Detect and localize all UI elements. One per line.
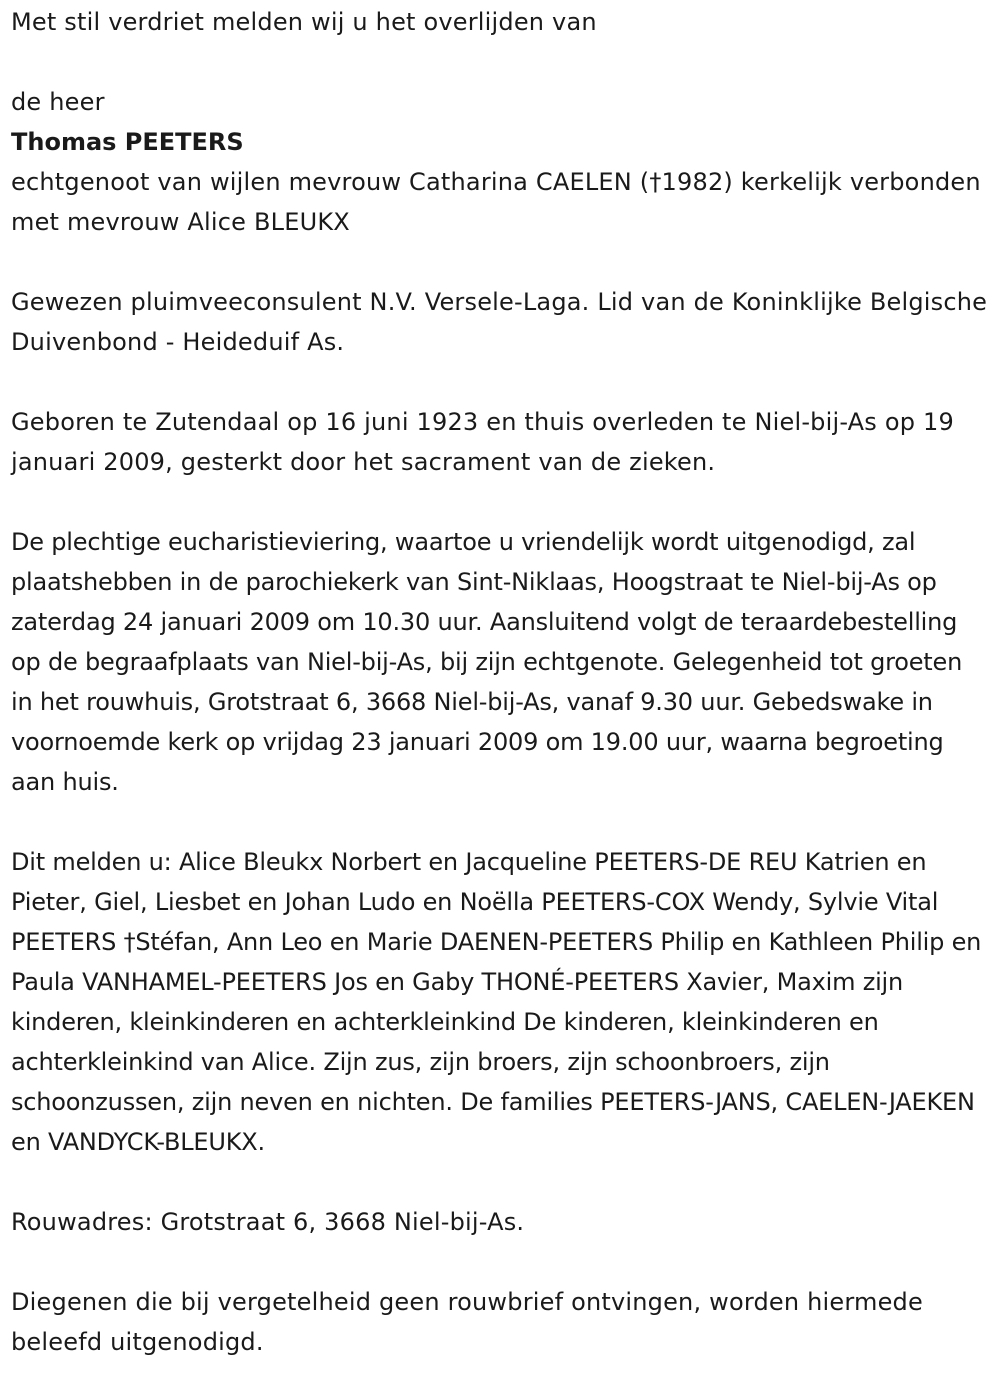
spacer — [11, 1162, 990, 1202]
intro-text: Met stil verdriet melden wij u het overlijden van — [11, 8, 597, 36]
family-paragraph — [11, 842, 990, 1162]
deceased-name: Thomas PEETERS — [11, 128, 244, 156]
spacer — [11, 42, 990, 82]
spacer — [11, 482, 990, 522]
address-paragraph: Rouwadres: Grotstraat 6, 3668 Niel-bij-As. — [11, 1208, 525, 1236]
spacer — [11, 242, 990, 282]
profession-paragraph: Gewezen pluimveeconsulent N.V. Versele-Laga. Lid van de Koninklijke Belgische Duivenbond - Heideduif As. — [11, 288, 988, 356]
salutation: de heer — [11, 88, 105, 116]
family-text-start: Dit melden u: Alice Bleukx Norbert en Jacqueline PEETERS-DE REU Katrien en Pieter, Giel, Liesbet en Johan Ludo en Noëlla PEETERS-COX Wendy, Sylvie Vital PEETERS — [11, 848, 939, 956]
cross-icon: † — [649, 168, 662, 196]
family-text-end: Stéfan, Ann Leo en Marie DAENEN-PEETERS Philip en Kathleen Philip en Paula VANHAMEL-PEETERS Jos en Gaby THONÉ-PEETERS Xavier, Maxim zijn kinderen, kleinkinderen en achterkleinkind De kinderen, kleinkinderen en achterkleinkind van Alice. Zijn zus, zijn broers, zijn schoonbroers, zijn schoonzussen, zijn neven en nichten. De families PEETERS-JANS, CAELEN-JAEKEN en VANDYCK-BLEUKX. — [11, 928, 982, 1156]
spacer — [11, 1242, 990, 1282]
spouse-paragraph — [11, 162, 990, 242]
spacer — [11, 802, 990, 842]
closing-paragraph: Diegenen die bij vergetelheid geen rouwbrief ontvingen, worden hiermede beleefd uitgenodigd. — [11, 1288, 923, 1356]
spouse-text-start: echtgenoot van wijlen mevrouw Catharina CAELEN ( — [11, 168, 650, 196]
birth-death-paragraph: Geboren te Zutendaal op 16 juni 1923 en thuis overleden te Niel-bij-As op 19 januari 2009, gesterkt door het sacrament van de zieken. — [11, 408, 954, 476]
ceremony-paragraph: De plechtige eucharistieviering, waartoe u vriendelijk wordt uitgenodigd, zal plaatshebben in de parochiekerk van Sint-Niklaas, Hoogstraat te Niel-bij-As op zaterdag 24 januari 2009 om 10.30 uur. Aansluitend volgt de teraardebestelling op de begraafplaats van Niel-bij-As, bij zijn echtgenote. Gelegenheid tot groeten in het rouwhuis, Grotstraat 6, 3668 Niel-bij-As, vanaf 9.30 uur. Gebedswake in voornoemde kerk op vrijdag 23 januari 2009 om 19.00 uur, waarna begroeting aan huis. — [11, 528, 963, 796]
cross-icon: † — [123, 928, 136, 956]
spacer — [11, 362, 990, 402]
spouse-text-end: 1982) kerkelijk verbonden met mevrouw Alice BLEUKX — [11, 168, 981, 236]
